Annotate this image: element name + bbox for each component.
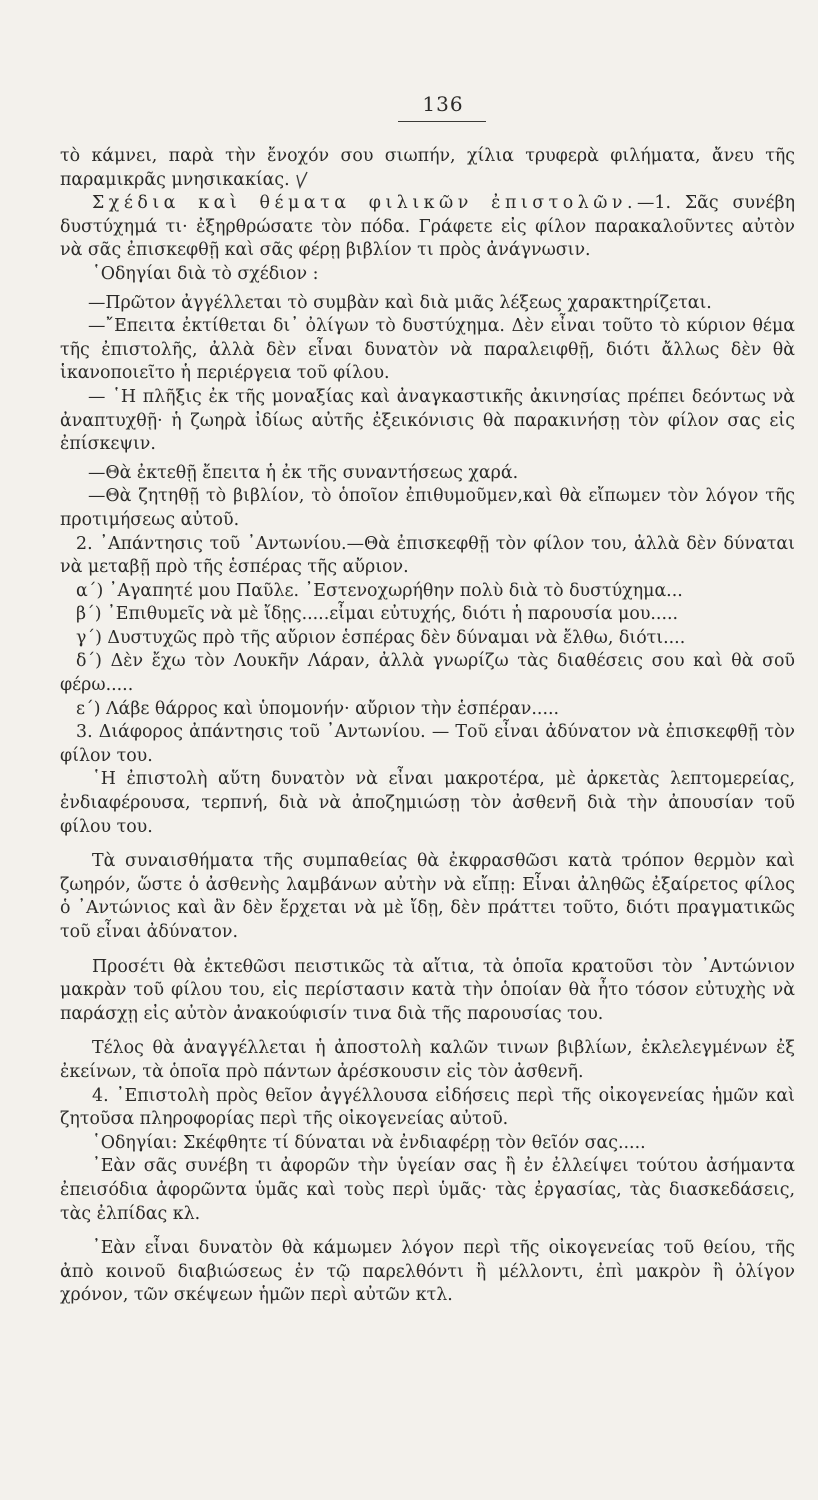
paragraph: Προσέτι θὰ ἐκτεθῶσι πειστικῶς τὰ αἴτια, τὰ ὁποῖα κρατοῦσι τὸν ᾿Αντώνιον μακρὰν τοῦ φίλου του, εἰς περίστασιν κατὰ τὴν ὁποίαν θὰ ἦτο τόσον εὐτυχὴς νὰ παράσχῃ εἰς αὐτὸν ἀνακούφισίν τινα διὰ τῆς παρουσίας του. [60, 956, 795, 1024]
paragraph: 4. ᾿Επιστολὴ πρὸς θεῖον ἀγγέλλουσα εἰδήσεις περὶ τῆς οἰκογενείας ἡμῶν καὶ ζητοῦσα πληροφορίας περὶ τῆς οἰκογενείας αὐτοῦ. [60, 1085, 795, 1130]
paragraph: — ῾Η πλῆξις ἐκ τῆς μοναξίας καὶ ἀναγκαστικῆς ἀκινησίας πρέπει δεόντως νὰ ἀναπτυχθῇ· ἡ ζωηρὰ ἰδίως αὐτῆς ἐξεικόνισις θὰ παρακινήσῃ τὸν φίλον σας εἰς ἐπίσκεψιν. [60, 386, 795, 455]
pencil-check-mark-icon [296, 171, 308, 189]
paragraph: τὸ κάμνει, παρὰ τὴν ἔνοχόν σου σιωπήν, χίλια τρυφερὰ φιλήματα, ἄνευ τῆς παραμικρᾶς μνησικακίας. [60, 146, 795, 190]
paragraph: ῾Οδηγίαι: Σκέφθητε τί δύναται νὰ ἐνδιαφέρῃ τὸν θεῖόν σας..... [92, 1132, 646, 1153]
paragraph: Τὰ συναισθήματα τῆς συμπαθείας θὰ ἐκφρασθῶσι κατὰ τρόπον θερμὸν καὶ ζωηρόν, ὥστε ὁ ἀσθενὴς λαμβάνων αὐτὴν νὰ εἴπῃ: Εἶναι ἀληθῶς ἐξαίρετος φίλος ὁ ᾿Αντώνιος καὶ ἂν δὲν ἔρχεται νὰ μὲ ἴδῃ, δὲν πράττει τοῦτο, διότι πραγματικῶς τοῦ εἶναι ἀδύνατον. [60, 851, 795, 942]
paragraph: —Πρῶτον ἀγγέλλεται τὸ συμβὰν καὶ διὰ μιᾶς λέξεως χαρακτηρίζεται. [88, 292, 712, 313]
paragraph: —῎Επειτα ἐκτίθεται δι᾿ ὀλίγων τὸ δυστύχημα. Δὲν εἶναι τοῦτο τὸ κύριον θέμα τῆς ἐπιστολῆς, ἀλλὰ δὲν εἶναι δυνατὸν νὰ παραλειφθῇ, διότι ἄλλως δὲν θὰ ἱκανοποιεῖτο ἡ περιέργεια τοῦ φίλου. [60, 316, 795, 384]
paragraph: ῾Οδηγίαι διὰ τὸ σχέδιον : [92, 263, 319, 284]
paragraph: —Θὰ ζητηθῇ τὸ βιβλίον, τὸ ὁποῖον ἐπιθυμοῦμεν,καὶ θὰ εἴπωμεν τὸν λόγον τῆς προτιμήσεως αὐτοῦ. [60, 486, 795, 530]
paragraph: Τέλος θὰ ἀναγγέλλεται ἡ ἀποστολὴ καλῶν τινων βιβλίων, ἐκλελεγμένων ἐξ ἐκείνων, τὰ ὁποῖα πρὸ πάντων ἀρέσκουσιν εἰς τὸν ἀσθενῆ. [60, 1038, 795, 1082]
paragraph: —Θὰ ἐκτεθῇ ἔπειτα ἡ ἐκ τῆς συναντήσεως χαρά. [88, 462, 519, 483]
section-heading: Σχέδια καὶ θέματα φιλικῶν ἐπιστολῶν. [92, 193, 637, 214]
paragraph: ῾Η ἐπιστολὴ αὕτη δυνατὸν νὰ εἶναι μακροτέρα, μὲ ἀρκετὰς λεπτομερείας, ἐνδιαφέρουσα, τερπνή, διὰ νὰ ἀποζημιώσῃ τὸν ἀσθενῆ διὰ τὴν ἀπουσίαν τοῦ φίλου του. [60, 769, 795, 837]
list-item: δ΄) Δὲν ἔχω τὸν Λουκῆν Λάραν, ἀλλὰ γνωρίζω τὰς διαθέσεις σου καὶ θὰ σοῦ φέρω..... [60, 651, 795, 696]
page-number: 136 [422, 92, 464, 116]
paragraph: ᾿Εὰν σᾶς συνέβη τι ἀφορῶν τὴν ὑγείαν σας ἢ ἐν ἐλλείψει τούτου ἀσήμαντα ἐπεισόδια ἀφορῶντα ὑμᾶς καὶ τοὺς περὶ ὑμᾶς· τὰς ἐργασίας, τὰς διασκεδάσεις, τὰς ἐλπίδας κλ. [60, 1156, 795, 1224]
paragraph: Σχέδια καὶ θέματα φιλικῶν ἐπιστολῶν.—1. Σᾶς συνέβη δυστύχημά τι· ἐξηρθρώσατε τὸν πόδα. Γράφετε εἰς φίλον παρακαλοῦντες αὐτὸν νὰ σᾶς ἐπισκεφθῇ καὶ σᾶς φέρῃ βιβλίον τι πρὸς ἀνάγνωσιν. [60, 193, 795, 261]
paragraph: 3. Διάφορος ἀπάντησις τοῦ ᾿Αντωνίου. — Τοῦ εἶναι ἀδύνατον νὰ ἐπισκεφθῇ τὸν φίλον του. [60, 722, 795, 766]
list-item: γ΄) Δυστυχῶς πρὸ τῆς αὔριον ἑσπέρας δὲν δύναμαι νὰ ἔλθω, διότι.... [76, 627, 686, 648]
paragraph: 2. ᾿Απάντησις τοῦ ᾿Αντωνίου.—Θὰ ἐπισκεφθῇ τὸν φίλον του, ἀλλὰ δὲν δύναται νὰ μεταβῇ πρὸ τῆς ἑσπέρας τῆς αὔριον. [60, 533, 795, 578]
list-item: ε΄) Λάβε θάρρος καὶ ὑπομονήν· αὔριον τὴν ἑσπέραν..... [76, 698, 560, 719]
page-number-rule [398, 121, 486, 122]
body-text [60, 145, 795, 1308]
list-item: β΄) ᾿Επιθυμεῖς νὰ μὲ ἴδῃς.....εἶμαι εὐτυχής, διότι ἡ παρουσία μου..... [76, 604, 679, 625]
list-item: α΄) ᾿Αγαπητέ μου Παῦλε. ᾿Εστενοχωρήθην πολὺ διὰ τὸ δυστύχημα... [76, 580, 683, 601]
paragraph: ᾿Εὰν εἶναι δυνατὸν θὰ κάμωμεν λόγον περὶ τῆς οἰκογενείας τοῦ θείου, τῆς ἀπὸ κοινοῦ διαβιώσεως ἐν τῷ παρελθόντι ἢ μέλλοντι, ἐπὶ μακρὸν ἢ ὀλίγον χρόνον, τῶν σκέψεων ἡμῶν περὶ αὐτῶν κτλ. [60, 1238, 795, 1306]
